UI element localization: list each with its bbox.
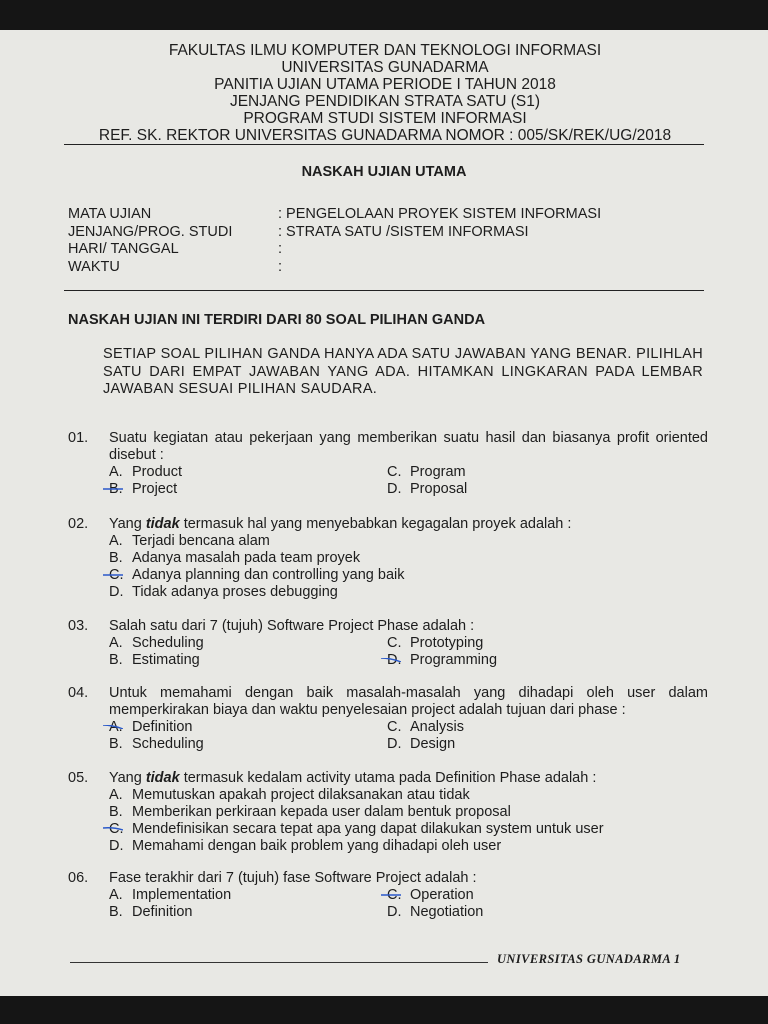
option-d: D. Proposal: [387, 481, 468, 497]
question-6: [68, 870, 708, 921]
header-reference: REF. SK. REKTOR UNIVERSITAS GUNADARMA NOMOR : 005/SK/REK/UG/2018: [98, 127, 672, 144]
option-b: B. Definition: [109, 904, 193, 920]
exam-sheet: [0, 30, 768, 996]
option-c-marked: C. Mendefinisikan secara tepat apa yang dapat dilakukan system untuk user: [109, 821, 708, 838]
option-c: C. Program: [387, 464, 466, 480]
question-2: [68, 516, 708, 601]
question-1: [68, 430, 708, 498]
info-row: [68, 224, 601, 242]
header-divider: [64, 144, 704, 145]
page-footer: UNIVERSITAS GUNADARMA 1: [497, 952, 681, 966]
info-label: MATA UJIAN: [68, 206, 152, 222]
question-number: 03.: [68, 618, 89, 634]
option-a: A. Implementation: [109, 887, 232, 903]
header-level: JENJANG PENDIDIKAN STRATA SATU (S1): [229, 93, 541, 110]
info-value: :: [278, 241, 283, 257]
pen-mark-icon: [381, 893, 401, 897]
header-program: PROGRAM STUDI SISTEM INFORMASI: [243, 110, 527, 127]
option-a: A. Memutuskan apakah project dilaksanakan atau tidak: [109, 787, 470, 803]
options: [109, 887, 708, 921]
document-header: [60, 42, 710, 144]
info-value: : PENGELOLAAN PROYEK SISTEM INFORMASI: [278, 206, 602, 222]
pen-mark-icon: [103, 827, 123, 831]
document-title: NASKAH UJIAN UTAMA: [301, 164, 467, 180]
question-text: Suatu kegiatan atau pekerjaan yang memberikan suatu hasil dan biasanya profit oriented disebut :: [109, 430, 708, 463]
option-d: D. Negotiation: [387, 904, 484, 920]
question-text: Untuk memahami dengan baik masalah-masalah yang dihadapi oleh user dalam memperkirakan biaya dan waktu penyelesaian project adalah tujuan dari phase :: [109, 685, 708, 718]
option-d: D. Design: [387, 736, 456, 752]
question-number: 01.: [68, 430, 89, 446]
option-c-marked: C. Operation: [387, 887, 665, 904]
instructions: SETIAP SOAL PILIHAN GANDA HANYA ADA SATU JAWABAN YANG BENAR. PILIHLAH SATU DARI EMPAT JAWABAN YANG ADA. HITAMKAN LINGKARAN PADA LEMBAR JAWABAN SESUAI PILIHAN SAUDARA.: [103, 346, 703, 397]
pen-mark-icon: [103, 725, 123, 729]
pen-mark-icon: [381, 658, 401, 662]
question-text: Fase terakhir dari 7 (tujuh) fase Software Project adalah :: [109, 870, 477, 886]
pen-mark-icon: [103, 487, 123, 491]
question-3: [68, 618, 708, 669]
footer-divider: [70, 962, 488, 963]
question-text: Salah satu dari 7 (tujuh) Software Project Phase adalah :: [109, 618, 475, 634]
options: [109, 787, 708, 855]
info-divider: [64, 290, 704, 291]
question-text: Yang tidak termasuk kedalam activity utama pada Definition Phase adalah :: [109, 770, 597, 786]
header-committee: PANITIA UJIAN UTAMA PERIODE I TAHUN 2018: [214, 76, 556, 93]
option-c: C. Analysis: [387, 719, 464, 735]
exam-info: [68, 206, 601, 276]
question-number: 05.: [68, 770, 89, 786]
option-a: A. Scheduling: [109, 635, 204, 651]
question-text: Yang tidak termasuk hal yang menyebabkan kegagalan proyek adalah :: [109, 516, 572, 532]
option-a: A. Terjadi bencana alam: [109, 533, 270, 549]
info-row: [68, 206, 601, 224]
options: [109, 719, 708, 753]
info-value: :: [278, 258, 283, 275]
question-number: 04.: [68, 685, 89, 701]
info-row: [68, 259, 601, 277]
question-4: [68, 685, 708, 753]
question-5: [68, 770, 708, 855]
option-d-marked: D. Programming: [387, 652, 665, 669]
question-number: 02.: [68, 516, 89, 532]
question-number: 06.: [68, 870, 89, 886]
info-value: : STRATA SATU /SISTEM INFORMASI: [278, 223, 529, 240]
info-label: HARI/ TANGGAL: [68, 241, 179, 257]
option-b-marked: B. Project: [109, 481, 387, 498]
header-faculty: FAKULTAS ILMU KOMPUTER DAN TEKNOLOGI INFORMASI: [168, 42, 602, 59]
option-b: B. Estimating: [109, 652, 200, 668]
option-c-marked: C. Adanya planning dan controlling yang baik: [109, 567, 708, 584]
option-d: D. Memahami dengan baik problem yang dihadapi oleh user: [109, 838, 502, 854]
header-university: UNIVERSITAS GUNADARMA: [281, 59, 489, 76]
option-b: B. Scheduling: [109, 736, 204, 752]
option-b: B. Adanya masalah pada team proyek: [109, 550, 361, 566]
info-label: JENJANG/PROG. STUDI: [68, 223, 233, 240]
options: [109, 533, 708, 601]
info-label: WAKTU: [68, 258, 120, 275]
section-heading: NASKAH UJIAN INI TERDIRI DARI 80 SOAL PILIHAN GANDA: [68, 312, 486, 328]
option-a: A. Product: [109, 464, 182, 480]
option-b: B. Memberikan perkiraan kepada user dalam bentuk proposal: [109, 804, 511, 820]
option-a-marked: A. Definition: [109, 719, 387, 736]
options: [109, 635, 708, 669]
option-d: D. Tidak adanya proses debugging: [109, 584, 338, 600]
pen-mark-icon: [103, 573, 123, 577]
info-row: [68, 241, 601, 259]
option-c: C. Prototyping: [387, 635, 484, 651]
options: [109, 464, 708, 498]
